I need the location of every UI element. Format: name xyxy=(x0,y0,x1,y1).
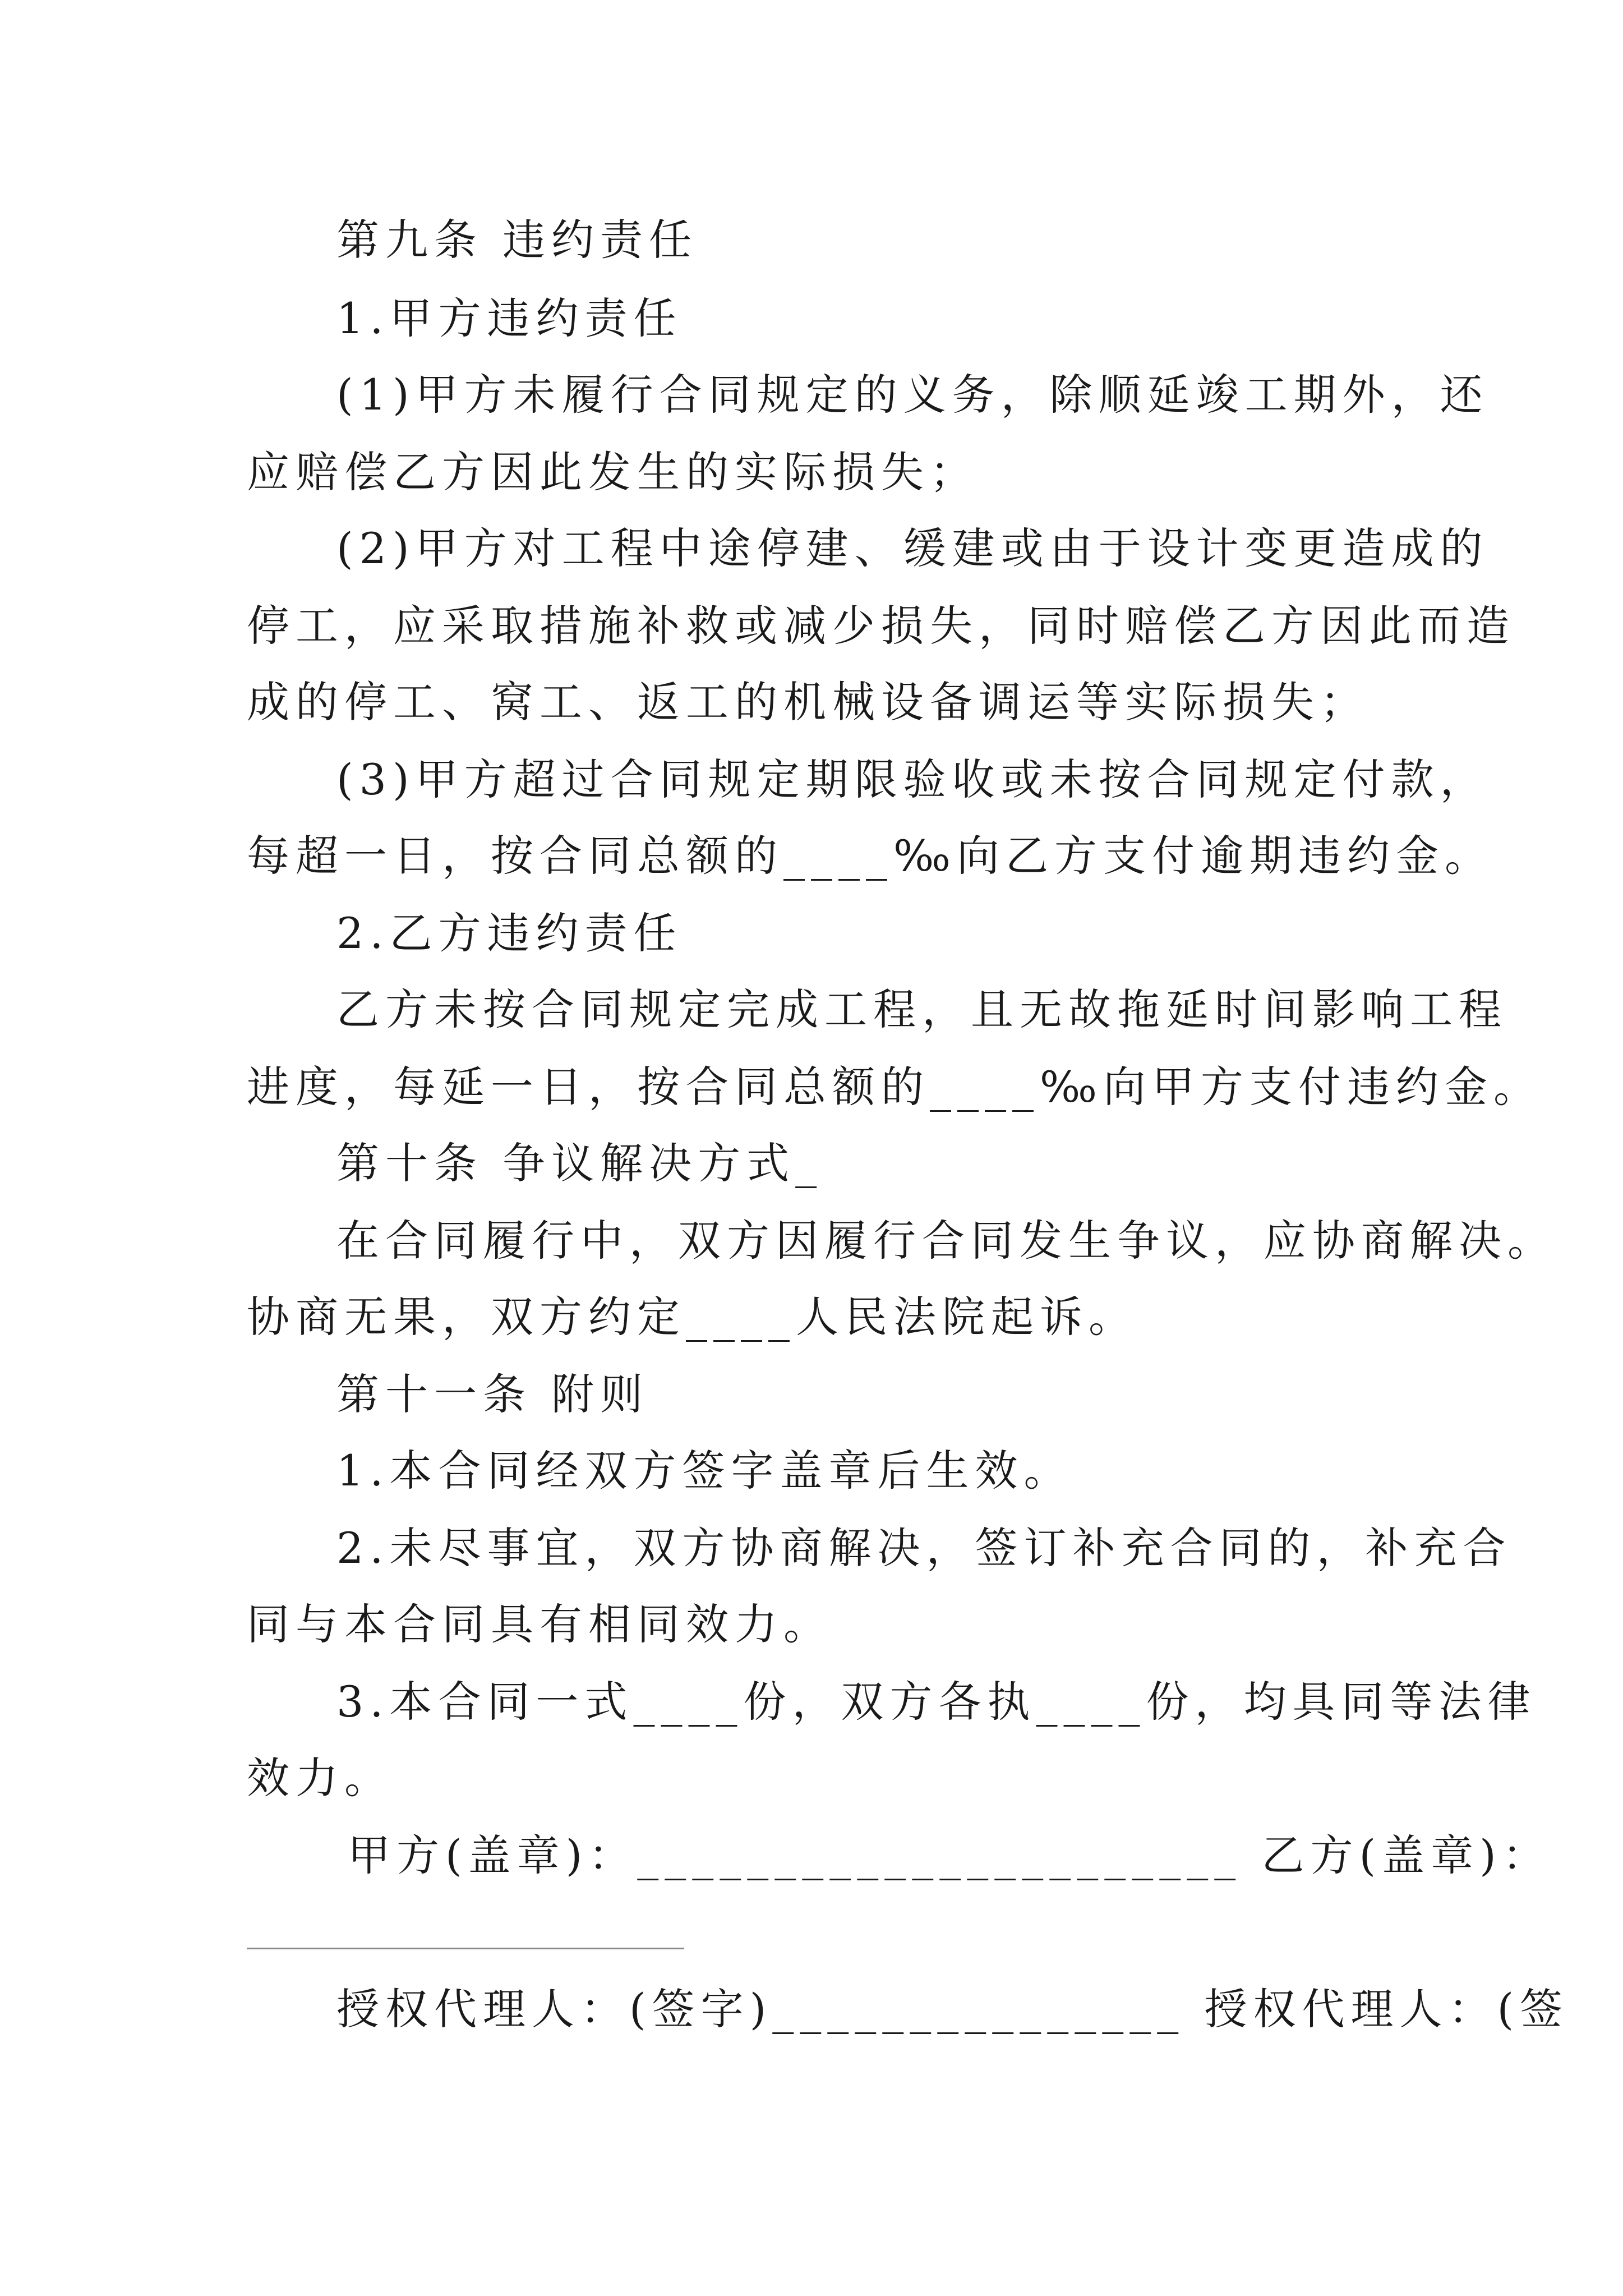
party-a-breach-heading: 1.甲方违约责任 xyxy=(336,293,683,343)
clause-a2-line1: (2)甲方对工程中途停建、缓建或由于设计变更造成的 xyxy=(336,523,1489,573)
supplementary-item-3-line1: 3.本合同一式____份，双方各执____份，均具同等法律 xyxy=(336,1677,1537,1727)
article-10-heading: 第十条 争议解决方式_ xyxy=(336,1138,823,1188)
clause-a2-line3: 成的停工、窝工、返工的机械设备调运等实际损失； xyxy=(247,677,1369,727)
authorized-agent-signature-line: 授权代理人：(签字)_______________ 授权代理人：(签 xyxy=(336,1984,1569,2034)
supplementary-item-3-line2: 效力。 xyxy=(247,1753,393,1803)
dispute-line1: 在合同履行中，双方因履行合同发生争议，应协商解决。 xyxy=(336,1216,1556,1266)
article-11-heading: 第十一条 附则 xyxy=(336,1369,649,1419)
party-seal-signature-line: 甲方(盖章)：______________________ 乙方(盖章)： xyxy=(348,1830,1551,1880)
clause-a1-line2: 应赔偿乙方因此发生的实际损失； xyxy=(247,447,979,497)
party-b-breach-heading: 2.乙方违约责任 xyxy=(336,908,683,958)
clause-b-line1: 乙方未按合同规定完成工程，且无故拖延时间影响工程 xyxy=(336,984,1507,1034)
dispute-line2: 协商无果，双方约定____人民法院起诉。 xyxy=(247,1292,1137,1342)
supplementary-item-2-line2: 同与本合同具有相同效力。 xyxy=(247,1599,832,1649)
clause-a3-line2: 每超一日，按合同总额的____‰向乙方支付逾期违约金。 xyxy=(247,831,1493,881)
clause-a1-line1: (1)甲方未履行合同规定的义务，除顺延竣工期外，还 xyxy=(336,370,1489,420)
clause-a2-line2: 停工，应采取措施补救或减少损失，同时赔偿乙方因此而造 xyxy=(247,601,1515,651)
supplementary-item-1: 1.本合同经双方签字盖章后生效。 xyxy=(336,1446,1073,1496)
signature-underline xyxy=(247,1948,684,1949)
clause-b-line2: 进度，每延一日，按合同总额的____‰向甲方支付违约金。 xyxy=(247,1062,1542,1112)
clause-a3-line1: (3)甲方超过合同规定期限验收或未按合同规定付款， xyxy=(336,754,1489,804)
supplementary-item-2-line1: 2.未尽事宜，双方协商解决，签订补充合同的，补充合 xyxy=(336,1523,1512,1573)
article-9-heading: 第九条 违约责任 xyxy=(336,215,698,265)
